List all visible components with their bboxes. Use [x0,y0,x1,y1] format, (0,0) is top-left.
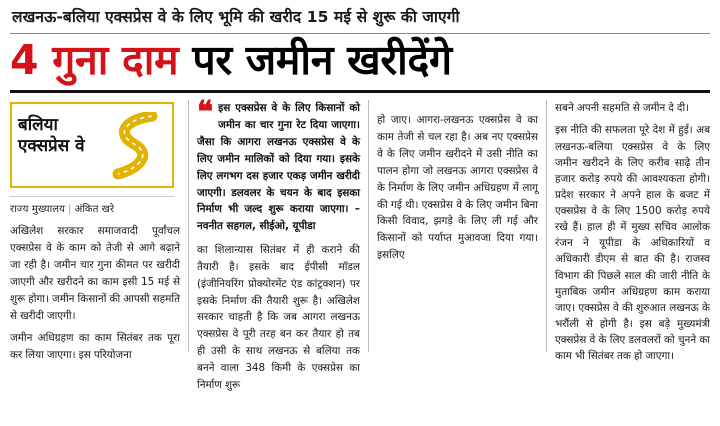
winding-road-icon [106,112,164,180]
paragraph: अखिलेश सरकार समाजवादी पूर्वांचल एक्सप्रेस वे के काम को तेजी से आगे बढ़ाने जा रही है। जमीन चार गुना कीमत पर खरीदी जाएगी और खरीदने का काम इसी 15 मई से शुरू होगा। जमीन किसानों की आपसी सहमति से खरीदी जाएगी। [10,225,180,322]
paragraph: सबने अपनी सहमति से जमीन दे दी। [555,102,690,115]
pull-quote-attribution: –नवनीत सहगल, सीईओ, यूपीडा [197,203,360,233]
article-column-1 [10,100,188,362]
headline-highlight: 4 गुना दाम [10,36,179,85]
paragraph: का शिलान्यास सितंबर में ही कराने की तैयारी है। इसके बाद ईपीसी मॉडल (इंजीनियरिंग प्रोक्योरमेंट एंड कांट्रक्शन) पर इसके निर्माण की तैयारी शुरू है। अखिलेश सरकार चाहती है कि जब आगरा लखनऊ एक्सप्रेस वे पूरी तरह बन कर तैयार हो तब ही उसी के साथ लखनऊ से बलिया तक बनने वाला 348 किमी के एक्सप्रेस का निर्माण शुरू [197,244,360,391]
byline [10,196,174,215]
article-body-grid [10,95,710,391]
logo-label-line2: एक्सप्रेस वे [18,136,85,157]
article-column-3 [368,100,546,352]
top-divider-rule [10,33,710,34]
logo-label-line1: बलिया [18,115,58,136]
byline-separator: | [68,204,72,216]
quote-mark-icon: ❝ [197,95,214,131]
paragraph: जमीन अधिग्रहण का काम सितंबर तक पूरा कर लिया जाएगा। इस परियोजना [10,332,180,362]
article-column-2 [188,95,368,391]
headline-container [10,38,710,93]
paragraph: इस नीति की सफलता पूरे देश में हुई। अब लखनऊ-बलिया एक्सप्रेस वे के लिए जमीन खरीदने के लिए करीब साढ़े तीन हजार करोड़ रुपये की आवश्यकता होगी। प्रदेश सरकार ने अपने हाल के बजट में एक्सप्रेस वे के लिए 1500 करोड़ रुपये रखे हैं। हाल ही में मुख्य सचिव आलोक रंजन ने यूपीडा के अधिकारियों व अधिकारी डीएम से बात की है। राजस्व विभाग की पिछले साल की जारी नीति के मुताबिक जमीन अधिग्रहण काम कराया जाए। एक्सप्रेस वे की शुरुआत लखनऊ के भरौंली से होगी है। इस बड़े मुख्यमंत्री एक्सप्रेस वे के लिए डलवलरों को चुनने का काम भी सितंबर तक हो जाएगा। [555,124,710,363]
expressway-logo-box [10,102,174,188]
article-kicker: लखनऊ-बलिया एक्सप्रेस वे के लिए भूमि की खरीद 15 मई से शुरू की जाएगी [12,8,460,26]
pull-quote-text: इस एक्सप्रेस वे के लिए किसानों को जमीन का चार गुना रेट दिया जाएगा। जैसा कि आगरा लखनऊ एक्सप्रेस वे के लिए जमीन मालिकों को दिया गया। इसके लिए लगभग दस हजार एकड़ जमीन खरीदी जाएगी। डलवलर के चयन के बाद इसका निर्माण भी जल्द शुरू कराया जाएगा। [197,102,360,216]
pull-quote [197,95,360,235]
headline-rest: पर जमीन खरीदेंगे [192,36,452,85]
page-title [10,38,710,84]
paragraph: हो जाए। आगरा-लखनऊ एक्सप्रेस वे का काम तेजी से चल रहा है। अब नए एक्सप्रेस वे के लिए जमीन खरीदने में उसी नीति का पालन होगा जो लखनऊ आगरा एक्सप्रेस वे के निर्माण के लिए जमीन अधिग्रहण में लागू की गई थी। एक्सप्रेस वे के लिए जमीन बिना किसी विवाद, झगड़े के लिए ली गई और किसानों को पर्याप्त मुआवजा दिया गया। इसलिए [377,114,538,262]
byline-location: राज्य मुख्यालय [10,204,66,216]
logo-label [18,115,85,156]
article-column-4 [546,100,710,363]
byline-author: अंकित खरे [74,204,115,216]
